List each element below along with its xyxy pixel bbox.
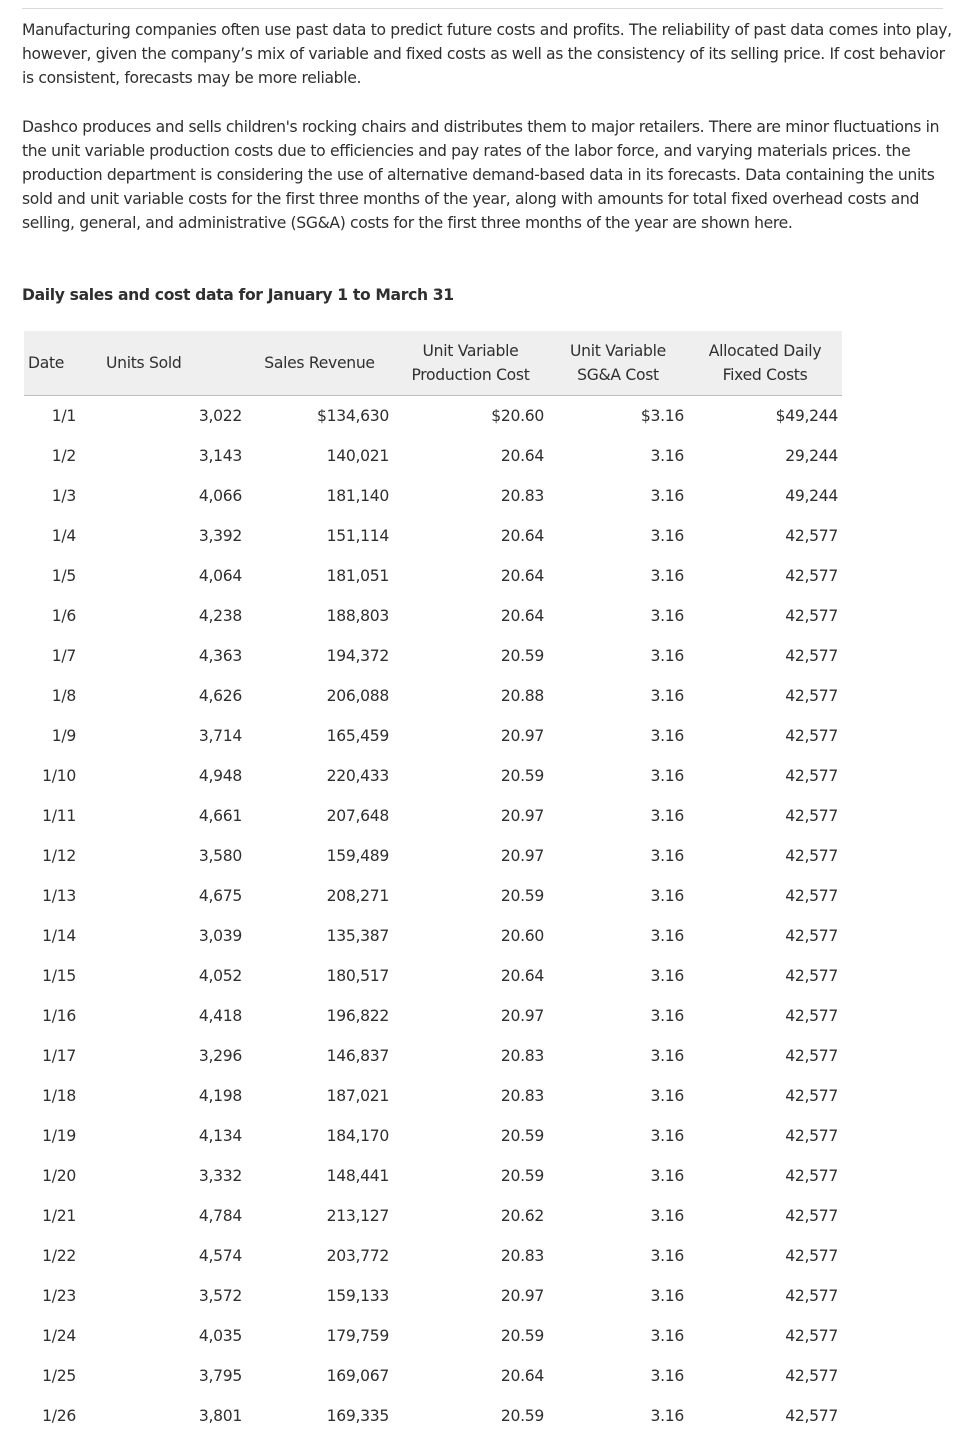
table-row bbox=[24, 956, 842, 996]
cell-units-sold: 4,418 bbox=[198, 1007, 242, 1025]
table-row bbox=[24, 396, 842, 437]
cell-unit-variable-production-cost: 20.97 bbox=[500, 727, 544, 745]
cell-allocated-daily-fixed-costs: 42,577 bbox=[785, 1007, 838, 1025]
cell-date: 1/6 bbox=[51, 607, 76, 625]
cell-unit-variable-sga-cost: $3.16 bbox=[640, 407, 684, 425]
cell-date: 1/15 bbox=[42, 967, 76, 985]
cell-unit-variable-sga-cost: 3.16 bbox=[650, 1287, 684, 1305]
cell-unit-variable-sga-cost: 3.16 bbox=[650, 1407, 684, 1425]
table-header bbox=[24, 331, 842, 396]
cell-allocated-daily-fixed-costs: 49,244 bbox=[785, 487, 838, 505]
table-body bbox=[24, 396, 842, 1437]
cell-sales-revenue: 159,133 bbox=[326, 1287, 389, 1305]
cell-unit-variable-production-cost: 20.88 bbox=[500, 687, 544, 705]
cell-unit-variable-sga-cost: 3.16 bbox=[650, 687, 684, 705]
header-date-label: Date bbox=[28, 354, 65, 372]
cell-unit-variable-production-cost: 20.59 bbox=[500, 1327, 544, 1345]
cell-sales-revenue: 169,335 bbox=[326, 1407, 389, 1425]
cell-unit-variable-sga-cost: 3.16 bbox=[650, 1207, 684, 1225]
cell-sales-revenue: 151,114 bbox=[326, 527, 389, 545]
cell-sales-revenue: 159,489 bbox=[326, 847, 389, 865]
cell-allocated-daily-fixed-costs: 42,577 bbox=[785, 1047, 838, 1065]
cell-unit-variable-sga-cost: 3.16 bbox=[650, 527, 684, 545]
cell-unit-variable-sga-cost: 3.16 bbox=[650, 927, 684, 945]
cell-units-sold: 3,795 bbox=[198, 1367, 242, 1385]
cell-unit-variable-sga-cost: 3.16 bbox=[650, 567, 684, 585]
cell-unit-variable-production-cost: 20.59 bbox=[500, 1167, 544, 1185]
cell-date: 1/1 bbox=[51, 407, 76, 425]
table-row bbox=[24, 1356, 842, 1396]
cell-date: 1/21 bbox=[42, 1207, 76, 1225]
cell-sales-revenue: 184,170 bbox=[326, 1127, 389, 1145]
header-sga-line2: SG&A Cost bbox=[577, 366, 659, 384]
cell-date: 1/5 bbox=[51, 567, 76, 585]
cell-date: 1/9 bbox=[51, 727, 76, 745]
cell-date: 1/22 bbox=[42, 1247, 76, 1265]
cell-units-sold: 4,052 bbox=[198, 967, 242, 985]
table-row bbox=[24, 516, 842, 556]
cell-unit-variable-production-cost: 20.64 bbox=[500, 447, 544, 465]
cell-allocated-daily-fixed-costs: 42,577 bbox=[785, 567, 838, 585]
table-row bbox=[24, 1076, 842, 1116]
cell-sales-revenue: $134,630 bbox=[316, 407, 389, 425]
table-row bbox=[24, 636, 842, 676]
cell-unit-variable-production-cost: 20.83 bbox=[500, 487, 544, 505]
cell-allocated-daily-fixed-costs: 42,577 bbox=[785, 1407, 838, 1425]
cell-unit-variable-production-cost: 20.83 bbox=[500, 1247, 544, 1265]
cell-unit-variable-sga-cost: 3.16 bbox=[650, 1367, 684, 1385]
cell-sales-revenue: 194,372 bbox=[326, 647, 389, 665]
header-sales-revenue-label: Sales Revenue bbox=[264, 354, 375, 372]
table-row bbox=[24, 436, 842, 476]
cell-unit-variable-production-cost: 20.59 bbox=[500, 887, 544, 905]
cell-sales-revenue: 203,772 bbox=[326, 1247, 389, 1265]
cell-date: 1/18 bbox=[42, 1087, 76, 1105]
cell-date: 1/4 bbox=[51, 527, 76, 545]
cell-unit-variable-production-cost: 20.83 bbox=[500, 1047, 544, 1065]
cell-sales-revenue: 135,387 bbox=[326, 927, 389, 945]
table-row bbox=[24, 596, 842, 636]
cell-units-sold: 3,143 bbox=[198, 447, 242, 465]
table-row bbox=[24, 796, 842, 836]
cell-date: 1/2 bbox=[51, 447, 76, 465]
cell-allocated-daily-fixed-costs: 42,577 bbox=[785, 887, 838, 905]
cell-unit-variable-sga-cost: 3.16 bbox=[650, 1087, 684, 1105]
cell-allocated-daily-fixed-costs: 42,577 bbox=[785, 1327, 838, 1345]
cell-unit-variable-production-cost: 20.64 bbox=[500, 567, 544, 585]
sales-cost-table bbox=[24, 331, 842, 1436]
cell-units-sold: 4,066 bbox=[198, 487, 242, 505]
cell-sales-revenue: 146,837 bbox=[326, 1047, 389, 1065]
cell-unit-variable-production-cost: 20.59 bbox=[500, 767, 544, 785]
cell-allocated-daily-fixed-costs: 42,577 bbox=[785, 647, 838, 665]
cell-unit-variable-sga-cost: 3.16 bbox=[650, 1327, 684, 1345]
cell-date: 1/26 bbox=[42, 1407, 76, 1425]
cell-date: 1/19 bbox=[42, 1127, 76, 1145]
table-row bbox=[24, 1196, 842, 1236]
cell-unit-variable-sga-cost: 3.16 bbox=[650, 807, 684, 825]
cell-unit-variable-production-cost: 20.59 bbox=[500, 647, 544, 665]
cell-date: 1/16 bbox=[42, 1007, 76, 1025]
cell-sales-revenue: 220,433 bbox=[326, 767, 389, 785]
cell-unit-variable-production-cost: 20.97 bbox=[500, 807, 544, 825]
table-row bbox=[24, 476, 842, 516]
cell-unit-variable-sga-cost: 3.16 bbox=[650, 887, 684, 905]
cell-sales-revenue: 207,648 bbox=[326, 807, 389, 825]
cell-units-sold: 4,134 bbox=[198, 1127, 242, 1145]
cell-allocated-daily-fixed-costs: 42,577 bbox=[785, 807, 838, 825]
cell-sales-revenue: 179,759 bbox=[326, 1327, 389, 1345]
cell-units-sold: 4,238 bbox=[198, 607, 242, 625]
cell-unit-variable-sga-cost: 3.16 bbox=[650, 447, 684, 465]
cell-date: 1/10 bbox=[42, 767, 76, 785]
table-row bbox=[24, 756, 842, 796]
cell-units-sold: 3,572 bbox=[198, 1287, 242, 1305]
cell-allocated-daily-fixed-costs: 42,577 bbox=[785, 1247, 838, 1265]
cell-date: 1/17 bbox=[42, 1047, 76, 1065]
cell-unit-variable-sga-cost: 3.16 bbox=[650, 1247, 684, 1265]
header-upc-line1: Unit Variable bbox=[422, 342, 519, 360]
cell-units-sold: 4,675 bbox=[198, 887, 242, 905]
cell-unit-variable-sga-cost: 3.16 bbox=[650, 967, 684, 985]
cell-allocated-daily-fixed-costs: 42,577 bbox=[785, 1127, 838, 1145]
table-row bbox=[24, 1276, 842, 1316]
cell-allocated-daily-fixed-costs: 42,577 bbox=[785, 1087, 838, 1105]
intro-paragraph-2: Dashco produces and sells children's rocking chairs and distributes them to major retailers. There are minor fluctuations in the unit variable production costs due to efficiencies and pay rates of the labor force, and varying materials prices. the production department is considering the use of alternative demand-based data in its forecasts. Data containing the units sold and unit variable costs for the first three months of the year, along with amounts for total fixed overhead costs and selling, general, and administrative (SG&A) costs for the first three months of the year are shown here. bbox=[22, 118, 940, 232]
table-row bbox=[24, 916, 842, 956]
cell-allocated-daily-fixed-costs: 42,577 bbox=[785, 1287, 838, 1305]
cell-date: 1/20 bbox=[42, 1167, 76, 1185]
cell-units-sold: 4,064 bbox=[198, 567, 242, 585]
cell-date: 1/25 bbox=[42, 1367, 76, 1385]
cell-date: 1/8 bbox=[51, 687, 76, 705]
cell-sales-revenue: 206,088 bbox=[326, 687, 389, 705]
cell-units-sold: 3,392 bbox=[198, 527, 242, 545]
cell-unit-variable-production-cost: 20.97 bbox=[500, 847, 544, 865]
cell-unit-variable-production-cost: 20.97 bbox=[500, 1287, 544, 1305]
cell-units-sold: 3,801 bbox=[198, 1407, 242, 1425]
table-row bbox=[24, 716, 842, 756]
header-fixed-line2: Fixed Costs bbox=[722, 366, 808, 384]
header-upc-line2: Production Cost bbox=[411, 366, 530, 384]
cell-allocated-daily-fixed-costs: 42,577 bbox=[785, 527, 838, 545]
header-allocated-daily-fixed-costs bbox=[688, 331, 842, 396]
cell-date: 1/3 bbox=[51, 487, 76, 505]
cell-allocated-daily-fixed-costs: 42,577 bbox=[785, 687, 838, 705]
cell-date: 1/24 bbox=[42, 1327, 76, 1345]
cell-units-sold: 3,022 bbox=[198, 407, 242, 425]
cell-unit-variable-sga-cost: 3.16 bbox=[650, 767, 684, 785]
cell-allocated-daily-fixed-costs: 42,577 bbox=[785, 927, 838, 945]
cell-sales-revenue: 181,051 bbox=[326, 567, 389, 585]
cell-allocated-daily-fixed-costs: 42,577 bbox=[785, 607, 838, 625]
table-row bbox=[24, 996, 842, 1036]
cell-date: 1/23 bbox=[42, 1287, 76, 1305]
intro-paragraph-1: Manufacturing companies often use past data to predict future costs and profits. The reliability of past data comes into play, however, given the company’s mix of variable and fixed costs as well as the consistency of its selling price. If cost behavior is consistent, forecasts may be more reliable. bbox=[22, 21, 952, 87]
table-row bbox=[24, 1316, 842, 1356]
cell-units-sold: 3,714 bbox=[198, 727, 242, 745]
cell-unit-variable-sga-cost: 3.16 bbox=[650, 1047, 684, 1065]
cell-sales-revenue: 213,127 bbox=[326, 1207, 389, 1225]
cell-allocated-daily-fixed-costs: $49,244 bbox=[775, 407, 838, 425]
top-divider bbox=[22, 8, 943, 9]
cell-unit-variable-production-cost: 20.59 bbox=[500, 1127, 544, 1145]
cell-unit-variable-production-cost: 20.59 bbox=[500, 1407, 544, 1425]
header-sga-line1: Unit Variable bbox=[570, 342, 666, 360]
cell-sales-revenue: 208,271 bbox=[326, 887, 389, 905]
table-row bbox=[24, 1236, 842, 1276]
cell-units-sold: 4,574 bbox=[198, 1247, 242, 1265]
cell-allocated-daily-fixed-costs: 29,244 bbox=[785, 447, 838, 465]
cell-units-sold: 4,363 bbox=[198, 647, 242, 665]
cell-date: 1/13 bbox=[42, 887, 76, 905]
header-row bbox=[24, 331, 842, 396]
cell-unit-variable-production-cost: 20.64 bbox=[500, 527, 544, 545]
cell-allocated-daily-fixed-costs: 42,577 bbox=[785, 847, 838, 865]
table-row bbox=[24, 876, 842, 916]
cell-units-sold: 4,626 bbox=[198, 687, 242, 705]
table-row bbox=[24, 1036, 842, 1076]
cell-unit-variable-production-cost: 20.83 bbox=[500, 1087, 544, 1105]
cell-sales-revenue: 181,140 bbox=[326, 487, 389, 505]
cell-units-sold: 3,296 bbox=[198, 1047, 242, 1065]
cell-unit-variable-sga-cost: 3.16 bbox=[650, 847, 684, 865]
table-row bbox=[24, 556, 842, 596]
cell-sales-revenue: 140,021 bbox=[326, 447, 389, 465]
cell-sales-revenue: 165,459 bbox=[326, 727, 389, 745]
cell-sales-revenue: 180,517 bbox=[326, 967, 389, 985]
header-unit-variable-sga-cost bbox=[548, 331, 688, 396]
cell-sales-revenue: 187,021 bbox=[326, 1087, 389, 1105]
cell-sales-revenue: 196,822 bbox=[326, 1007, 389, 1025]
table-row bbox=[24, 1396, 842, 1436]
header-units-sold bbox=[80, 331, 246, 396]
header-date bbox=[24, 331, 80, 396]
cell-unit-variable-sga-cost: 3.16 bbox=[650, 1167, 684, 1185]
cell-units-sold: 4,035 bbox=[198, 1327, 242, 1345]
header-units-sold-label: Units Sold bbox=[106, 354, 182, 372]
cell-date: 1/14 bbox=[42, 927, 76, 945]
cell-sales-revenue: 148,441 bbox=[326, 1167, 389, 1185]
table-title: Daily sales and cost data for January 1 to March 31 bbox=[22, 286, 454, 304]
cell-units-sold: 3,039 bbox=[198, 927, 242, 945]
cell-unit-variable-sga-cost: 3.16 bbox=[650, 647, 684, 665]
cell-allocated-daily-fixed-costs: 42,577 bbox=[785, 727, 838, 745]
cell-date: 1/11 bbox=[42, 807, 76, 825]
header-sales-revenue bbox=[246, 331, 393, 396]
cell-allocated-daily-fixed-costs: 42,577 bbox=[785, 767, 838, 785]
header-fixed-line1: Allocated Daily bbox=[708, 342, 822, 360]
cell-units-sold: 4,198 bbox=[198, 1087, 242, 1105]
table-row bbox=[24, 836, 842, 876]
cell-unit-variable-production-cost: 20.97 bbox=[500, 1007, 544, 1025]
cell-allocated-daily-fixed-costs: 42,577 bbox=[785, 967, 838, 985]
cell-unit-variable-production-cost: $20.60 bbox=[491, 407, 544, 425]
cell-unit-variable-sga-cost: 3.16 bbox=[650, 727, 684, 745]
cell-units-sold: 4,661 bbox=[198, 807, 242, 825]
cell-sales-revenue: 169,067 bbox=[326, 1367, 389, 1385]
cell-units-sold: 3,332 bbox=[198, 1167, 242, 1185]
cell-date: 1/7 bbox=[51, 647, 76, 665]
cell-unit-variable-production-cost: 20.64 bbox=[500, 967, 544, 985]
cell-allocated-daily-fixed-costs: 42,577 bbox=[785, 1207, 838, 1225]
table-row bbox=[24, 1156, 842, 1196]
cell-unit-variable-sga-cost: 3.16 bbox=[650, 607, 684, 625]
table-row bbox=[24, 676, 842, 716]
table-row bbox=[24, 1116, 842, 1156]
cell-sales-revenue: 188,803 bbox=[326, 607, 389, 625]
cell-unit-variable-production-cost: 20.64 bbox=[500, 607, 544, 625]
cell-unit-variable-production-cost: 20.60 bbox=[500, 927, 544, 945]
header-unit-variable-production-cost bbox=[393, 331, 548, 396]
cell-units-sold: 4,948 bbox=[198, 767, 242, 785]
cell-unit-variable-production-cost: 20.62 bbox=[500, 1207, 544, 1225]
cell-unit-variable-production-cost: 20.64 bbox=[500, 1367, 544, 1385]
cell-units-sold: 4,784 bbox=[198, 1207, 242, 1225]
cell-unit-variable-sga-cost: 3.16 bbox=[650, 1127, 684, 1145]
cell-unit-variable-sga-cost: 3.16 bbox=[650, 487, 684, 505]
cell-date: 1/12 bbox=[42, 847, 76, 865]
cell-units-sold: 3,580 bbox=[198, 847, 242, 865]
cell-unit-variable-sga-cost: 3.16 bbox=[650, 1007, 684, 1025]
cell-allocated-daily-fixed-costs: 42,577 bbox=[785, 1367, 838, 1385]
cell-allocated-daily-fixed-costs: 42,577 bbox=[785, 1167, 838, 1185]
